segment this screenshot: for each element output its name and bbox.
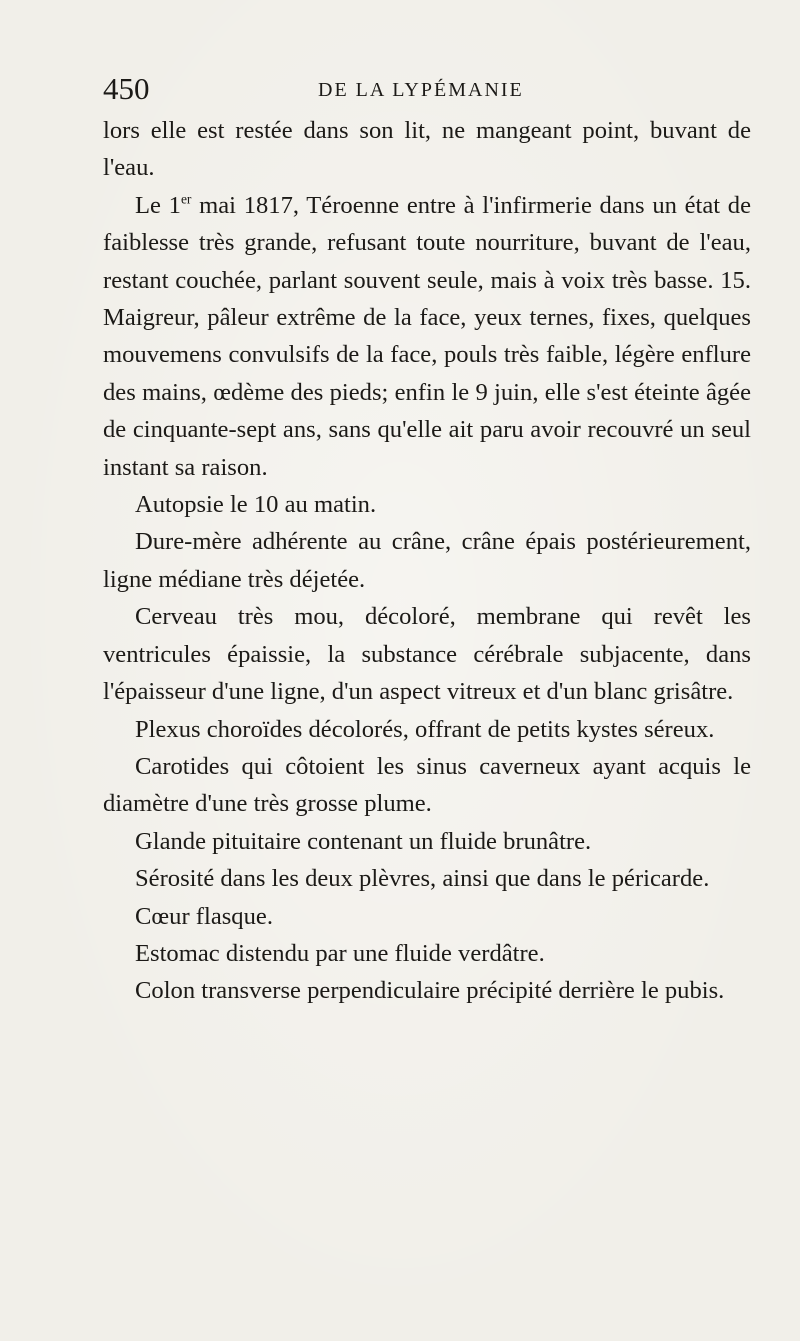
running-title: DE LA LYPÉMANIE [318, 79, 524, 101]
paragraph-2 [103, 187, 751, 486]
page-number: 450 [103, 71, 150, 106]
running-head [103, 72, 751, 112]
paragraph-10: Cœur flasque. [135, 902, 273, 930]
ordinal-superscript: er [180, 191, 192, 207]
paragraph-5: Cerveau très mou, décoloré, membrane qui revêt les ventricules épaissie, la substance cérébrale subjacente, dans l'épaisseur d'une ligne, d'un aspect vitreux et d'un blanc grisâtre. [103, 603, 751, 706]
paragraph-11: Estomac distendu par une fluide verdâtre. [135, 939, 545, 967]
paragraph-7: Carotides qui côtoient les sinus caverneux ayant acquis le diamètre d'une très grosse plume. [103, 752, 751, 818]
paragraph-6: Plexus choroïdes décolorés, offrant de petits kystes séreux. [135, 715, 715, 743]
paragraph-3: Autopsie le 10 au matin. [135, 491, 377, 519]
date-day: Le 1 [135, 191, 181, 219]
paragraph-9: Sérosité dans les deux plèvres, ainsi que dans le péricarde. [135, 865, 710, 893]
paragraph-8: Glande pituitaire contenant un fluide brunâtre. [135, 827, 592, 855]
paragraph-12: Colon transverse perpendiculaire précipité derrière le pubis. [135, 977, 725, 1005]
paragraph-4: Dure-mère adhérente au crâne, crâne épais postérieurement, ligne médiane très déjetée. [103, 528, 751, 593]
paragraph-1: lors elle est restée dans son lit, ne mangeant point, buvant de l'eau. [103, 117, 751, 182]
paragraph-2-text: mai 1817, Téroenne entre à l'infirmerie dans un état de faiblesse très grande, refusant toute nourriture, buvant de l'eau, restant couchée, parlant souvent seule, mais à voix très basse. 15. Maigreur, pâleur extrême de la face, yeux ternes, fixes, quelques mouvemens convulsifs de la face, pouls très faible, légère enflure des mains, œdème des pieds; enfin le 9 juin, elle s'est éteinte âgée de cinquante-sept ans, sans qu'elle ait paru avoir recouvré un seul instant sa raison. [103, 191, 751, 481]
body-text [103, 112, 751, 1010]
